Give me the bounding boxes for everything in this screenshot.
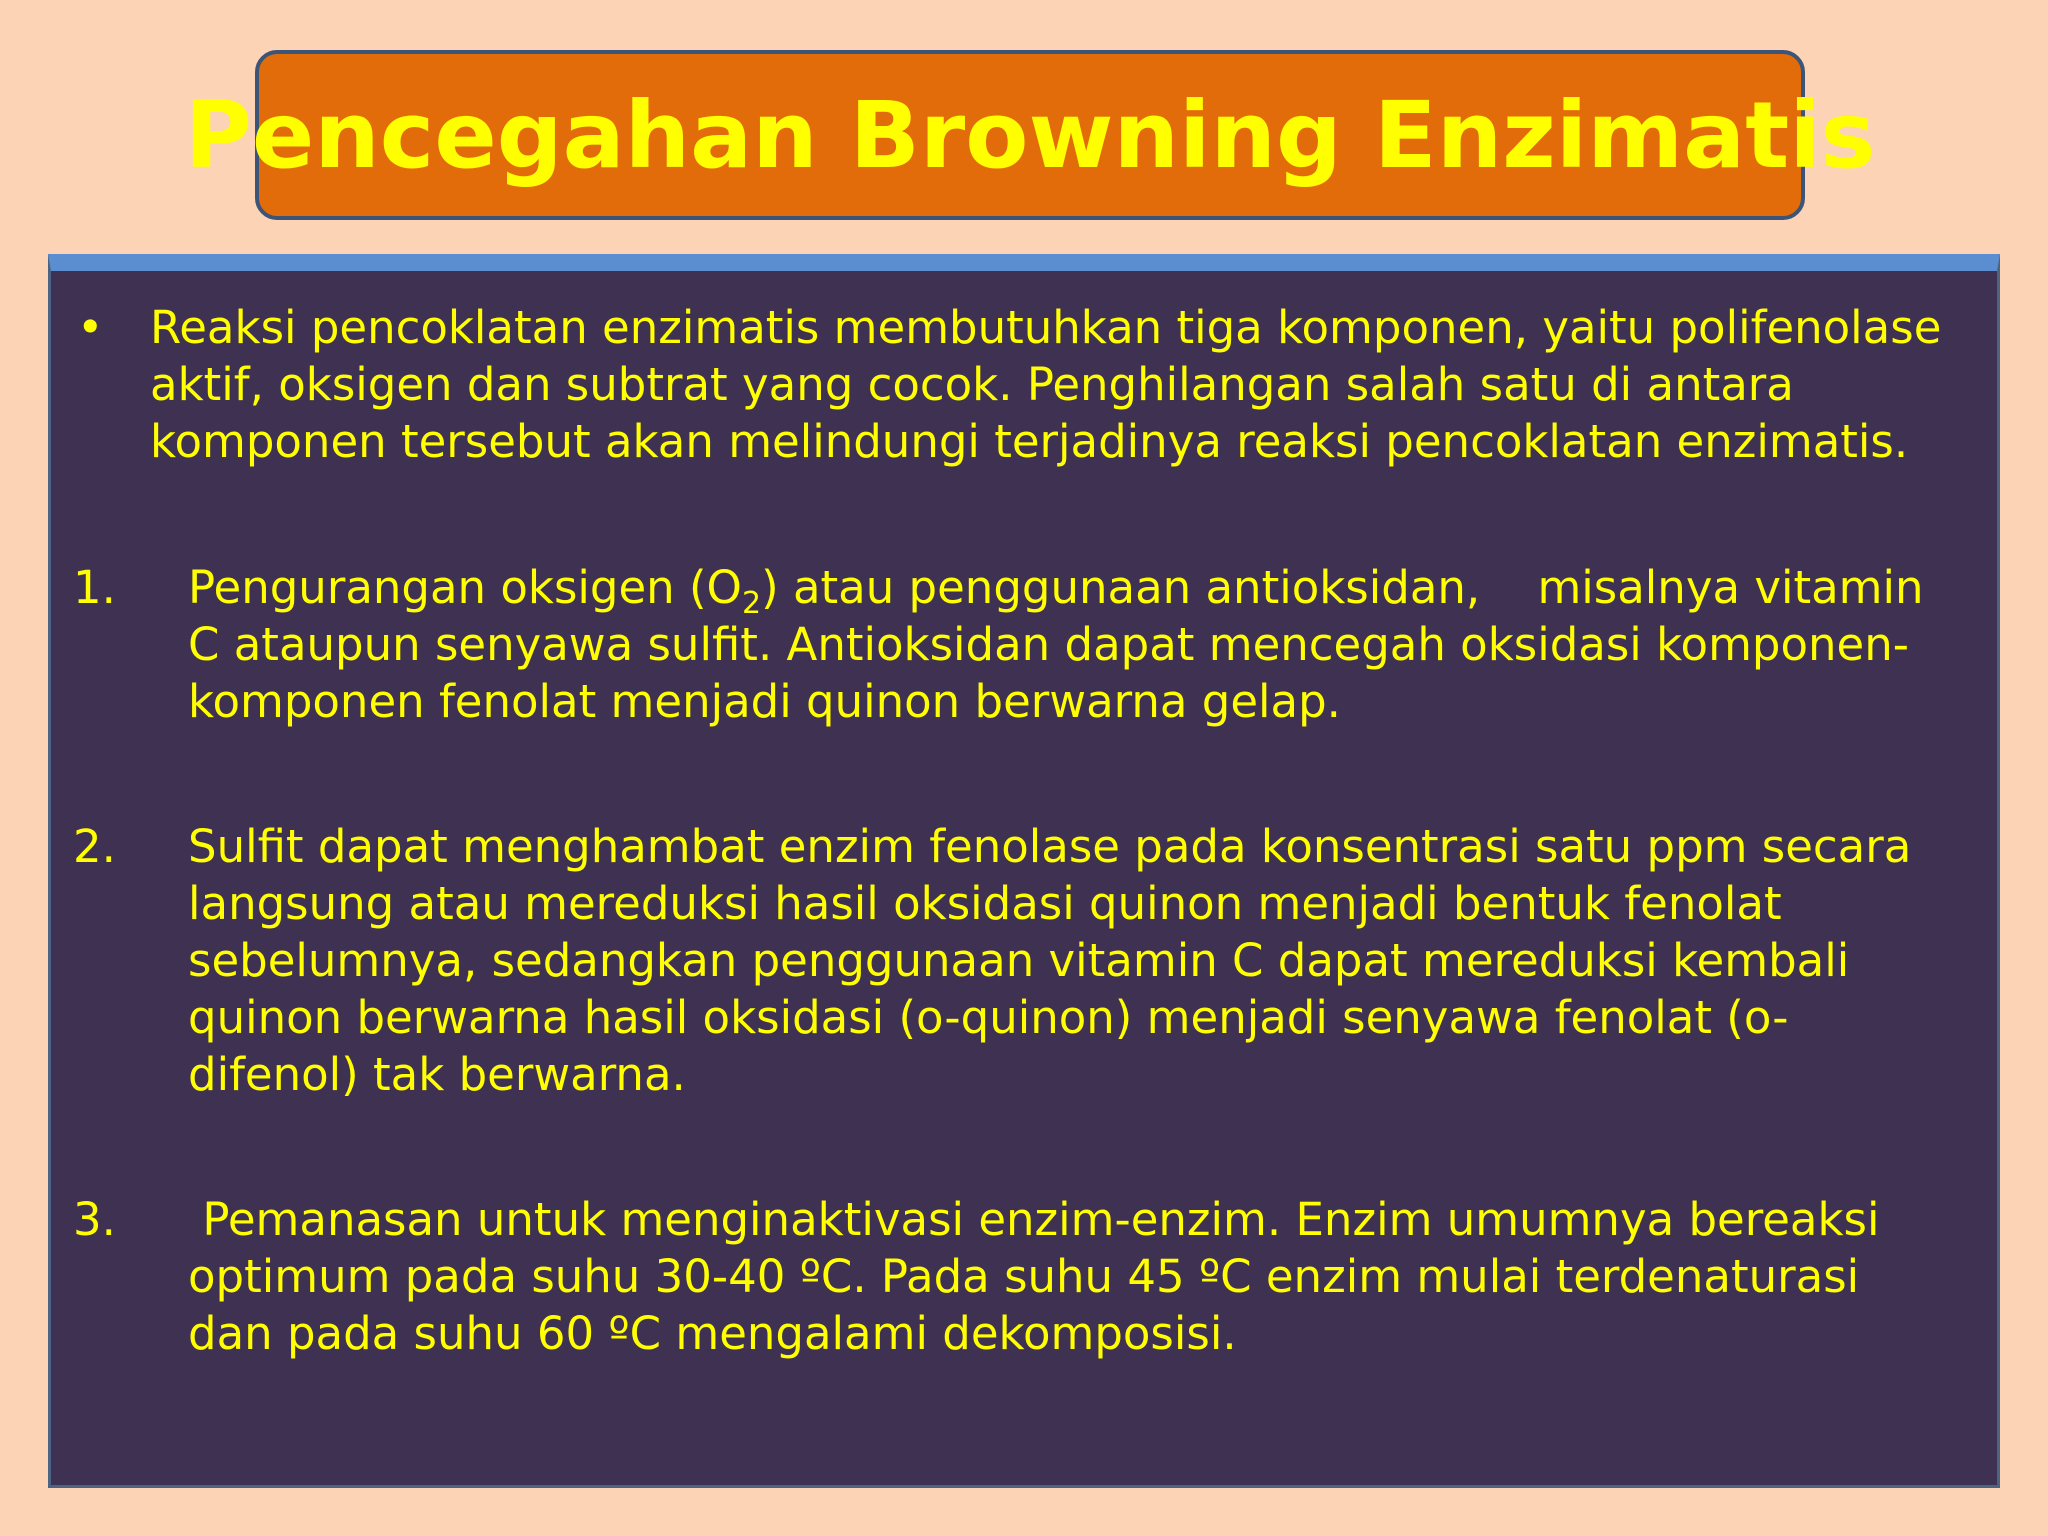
title-box (184, 50, 1876, 220)
content-text-area (73, 299, 1957, 1362)
list-item-1 (73, 559, 1957, 730)
slide-title: Pencegahan Browning Enzimatis (184, 81, 1876, 189)
list-item-3 (73, 1191, 1957, 1362)
list-item-1-text (188, 559, 1957, 730)
list-item-2 (73, 818, 1957, 1103)
list-number-1: 1. (73, 561, 116, 614)
oxygen-subscript: 2 (741, 586, 762, 621)
intro-bullet-text: Reaksi pencoklatan enzimatis membutuhkan tiga komponen, yaitu polifenolase aktif, oksigen dan subtrat yang cocok. Penghilangan salah satu di antara komponen tersebut akan melindungi terjadinya reaksi pencoklatan enzimatis. (150, 301, 1942, 468)
list-item-1-text-before: Pengurangan oksigen (O (188, 561, 742, 614)
content-box (48, 254, 2000, 1488)
list-number-3: 3. (73, 1193, 116, 1246)
list-item-3-text: Pemanasan untuk menginaktivasi enzim-enzim. Enzim umumnya bereaksi optimum pada suhu 30-40 ºC. Pada suhu 45 ºC enzim mulai terdenaturasi dan pada suhu 60 ºC mengalami dekomposisi. (188, 1193, 1894, 1360)
list-item-1-text-after: ) atau penggunaan antioksidan, misalnya vitamin C ataupun senyawa sulfit. Antioksidan dapat mencegah oksidasi komponen-komponen fenolat menjadi quinon berwarna gelap. (188, 561, 1938, 728)
list-item-2-text: Sulfit dapat menghambat enzim fenolase pada konsentrasi satu ppm secara langsung atau mereduksi hasil oksidasi quinon menjadi bentuk fenolat sebelumnya, sedangkan penggunaan vitamin C dapat mereduksi kembali quinon berwarna hasil oksidasi (o-quinon) menjadi senyawa fenolat (o-difenol) tak berwarna. (188, 820, 1912, 1101)
bullet-marker: • (77, 301, 104, 354)
intro-bullet (73, 299, 1957, 470)
list-number-2: 2. (73, 820, 116, 873)
